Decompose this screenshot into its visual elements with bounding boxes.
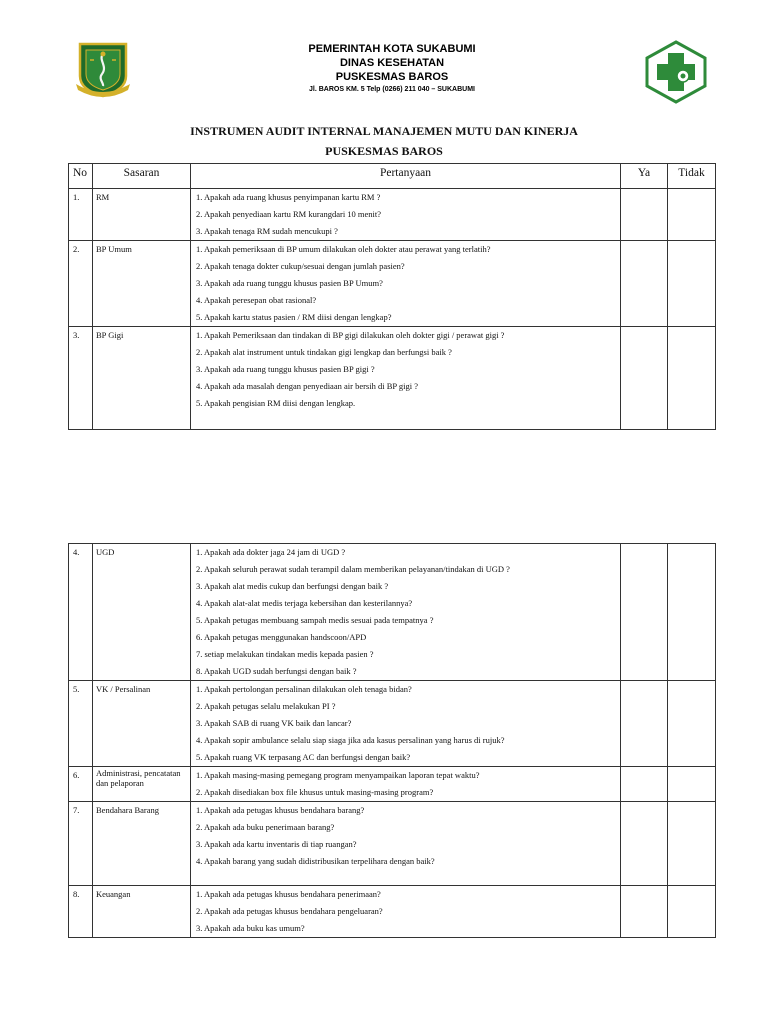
row-sasaran: VK / Persalinan [93,681,191,767]
question-item: 1. Apakah ada ruang khusus penyimpanan kartu RM ? [196,192,381,202]
question-item: 5. Apakah ruang VK terpasang AC dan berfungsi dengan baik? [196,752,411,762]
question-item: 1. Apakah pemeriksaan di BP umum dilakukan oleh dokter atau perawat yang terlatih? [196,244,491,254]
column-header-no: No [69,164,93,189]
row-number: 2. [69,241,93,327]
question-item: 5. Apakah petugas membuang sampah medis sesuai pada tempatnya ? [196,615,434,625]
row-questions [191,327,621,430]
letterhead-address: Jl. BAROS KM. 5 Telp (0266) 211 040 – SUKABUMI [309,86,475,93]
question-item: 3. Apakah ada kartu inventaris di tiap ruangan? [196,839,357,849]
ya-checkbox-cell[interactable] [621,189,668,241]
row-number: 5. [69,681,93,767]
question-item: 4. Apakah ada masalah dengan penyediaan air bersih di BP gigi ? [196,381,419,391]
column-header-pertanyaan: Pertanyaan [191,164,621,189]
table-header-row [69,164,716,189]
question-item: 6. Apakah petugas menggunakan handscoon/APD [196,632,367,642]
table-row [69,886,716,938]
question-item: 5. Apakah kartu status pasien / RM diisi dengan lengkap? [196,312,392,322]
row-questions [191,189,621,241]
question-item: 2. Apakah petugas selalu melakukan PI ? [196,701,336,711]
row-questions [191,544,621,681]
row-number: 1. [69,189,93,241]
question-item: 1. Apakah ada petugas khusus bendahara penerimaan? [196,889,381,899]
audit-table-part-1 [68,163,716,430]
row-questions [191,802,621,886]
column-header-sasaran: Sasaran [93,164,191,189]
ya-checkbox-cell[interactable] [621,327,668,430]
row-number: 3. [69,327,93,430]
question-item: 8. Apakah UGD sudah berfungsi dengan baik ? [196,666,357,676]
question-item: 3. Apakah ada buku kas umum? [196,923,305,933]
row-number: 8. [69,886,93,938]
question-item: 1. Apakah ada dokter jaga 24 jam di UGD ? [196,547,346,557]
question-item: 2. Apakah penyediaan kartu RM kurangdari 10 menit? [196,209,382,219]
question-item: 2. Apakah seluruh perawat sudah terampil dalam memberikan pelayanan/tindakan di UGD ? [196,564,510,574]
ya-checkbox-cell[interactable] [621,886,668,938]
question-item: 4. Apakah alat-alat medis terjaga kebersihan dan kesterilannya? [196,598,413,608]
question-item: 1. Apakah masing-masing pemegang program menyampaikan laporan tepat waktu? [196,770,480,780]
audit-table-part-2 [68,543,716,938]
kota-sukabumi-emblem-icon [74,40,132,98]
document-subtitle: PUSKESMAS BAROS [325,144,443,158]
row-sasaran: RM [93,189,191,241]
question-item: 4. Apakah peresepan obat rasional? [196,295,317,305]
table-row [69,544,716,681]
question-item: 4. Apakah barang yang sudah didistribusikan terpelihara dengan baik? [196,856,435,866]
ya-checkbox-cell[interactable] [621,241,668,327]
row-number: 7. [69,802,93,886]
tidak-checkbox-cell[interactable] [668,886,716,938]
row-sasaran: Bendahara Barang [93,802,191,886]
tidak-checkbox-cell[interactable] [668,327,716,430]
table-row [69,241,716,327]
column-header-tidak: Tidak [668,164,716,189]
row-number: 4. [69,544,93,681]
question-item: 2. Apakah disediakan box file khusus untuk masing-masing program? [196,787,434,797]
question-item: 2. Apakah alat instrument untuk tindakan gigi lengkap dan berfungsi baik ? [196,347,452,357]
letterhead [0,38,768,104]
row-number: 6. [69,767,93,802]
tidak-checkbox-cell[interactable] [668,544,716,681]
table-row [69,327,716,430]
question-item: 1. Apakah Pemeriksaan dan tindakan di BP gigi dilakukan oleh dokter gigi / perawat gigi ? [196,330,505,340]
question-item: 2. Apakah ada petugas khusus bendahara pengeluaran? [196,906,383,916]
question-item: 1. Apakah ada petugas khusus bendahara barang? [196,805,365,815]
tidak-checkbox-cell[interactable] [668,189,716,241]
ya-checkbox-cell[interactable] [621,681,668,767]
table-row [69,767,716,802]
row-questions [191,241,621,327]
question-item: 1. Apakah pertolongan persalinan dilakukan oleh tenaga bidan? [196,684,412,694]
row-questions [191,681,621,767]
tidak-checkbox-cell[interactable] [668,681,716,767]
question-item: 3. Apakah tenaga RM sudah mencukupi ? [196,226,338,236]
row-sasaran: BP Umum [93,241,191,327]
letterhead-clinic-name: PUSKESMAS BAROS [335,71,449,83]
row-sasaran: Administrasi, pencatatan dan pelaporan [93,767,191,802]
row-sasaran: BP Gigi [93,327,191,430]
row-sasaran: UGD [93,544,191,681]
row-sasaran: Keuangan [93,886,191,938]
question-item: 5. Apakah pengisian RM diisi dengan lengkap. [196,398,356,408]
tidak-checkbox-cell[interactable] [668,802,716,886]
question-item: 7. setiap melakukan tindakan medis kepada pasien ? [196,649,374,659]
puskesmas-green-cross-logo-icon [643,40,709,104]
ya-checkbox-cell[interactable] [621,544,668,681]
question-item: 3. Apakah SAB di ruang VK baik dan lancar? [196,718,352,728]
letterhead-department-name: DINAS KESEHATAN [339,57,445,69]
ya-checkbox-cell[interactable] [621,802,668,886]
table-row [69,802,716,886]
question-item: 3. Apakah ada ruang tunggu khusus pasien BP gigi ? [196,364,375,374]
question-item: 2. Apakah ada buku penerimaan barang? [196,822,335,832]
ya-checkbox-cell[interactable] [621,767,668,802]
row-questions [191,886,621,938]
question-item: 3. Apakah ada ruang tunggu khusus pasien BP Umum? [196,278,383,288]
table-row [69,189,716,241]
letterhead-government-name: PEMERINTAH KOTA SUKABUMI [308,43,476,55]
table-row [69,681,716,767]
document-title: INSTRUMEN AUDIT INTERNAL MANAJEMEN MUTU DAN KINERJA [190,124,578,138]
column-header-ya: Ya [621,164,668,189]
row-questions [191,767,621,802]
question-item: 4. Apakah sopir ambulance selalu siap siaga jika ada kasus persalinan yang harus di rujuk? [196,735,505,745]
tidak-checkbox-cell[interactable] [668,241,716,327]
question-item: 3. Apakah alat medis cukup dan berfungsi dengan baik ? [196,581,389,591]
question-item: 2. Apakah tenaga dokter cukup/sesuai dengan jumlah pasien? [196,261,405,271]
tidak-checkbox-cell[interactable] [668,767,716,802]
